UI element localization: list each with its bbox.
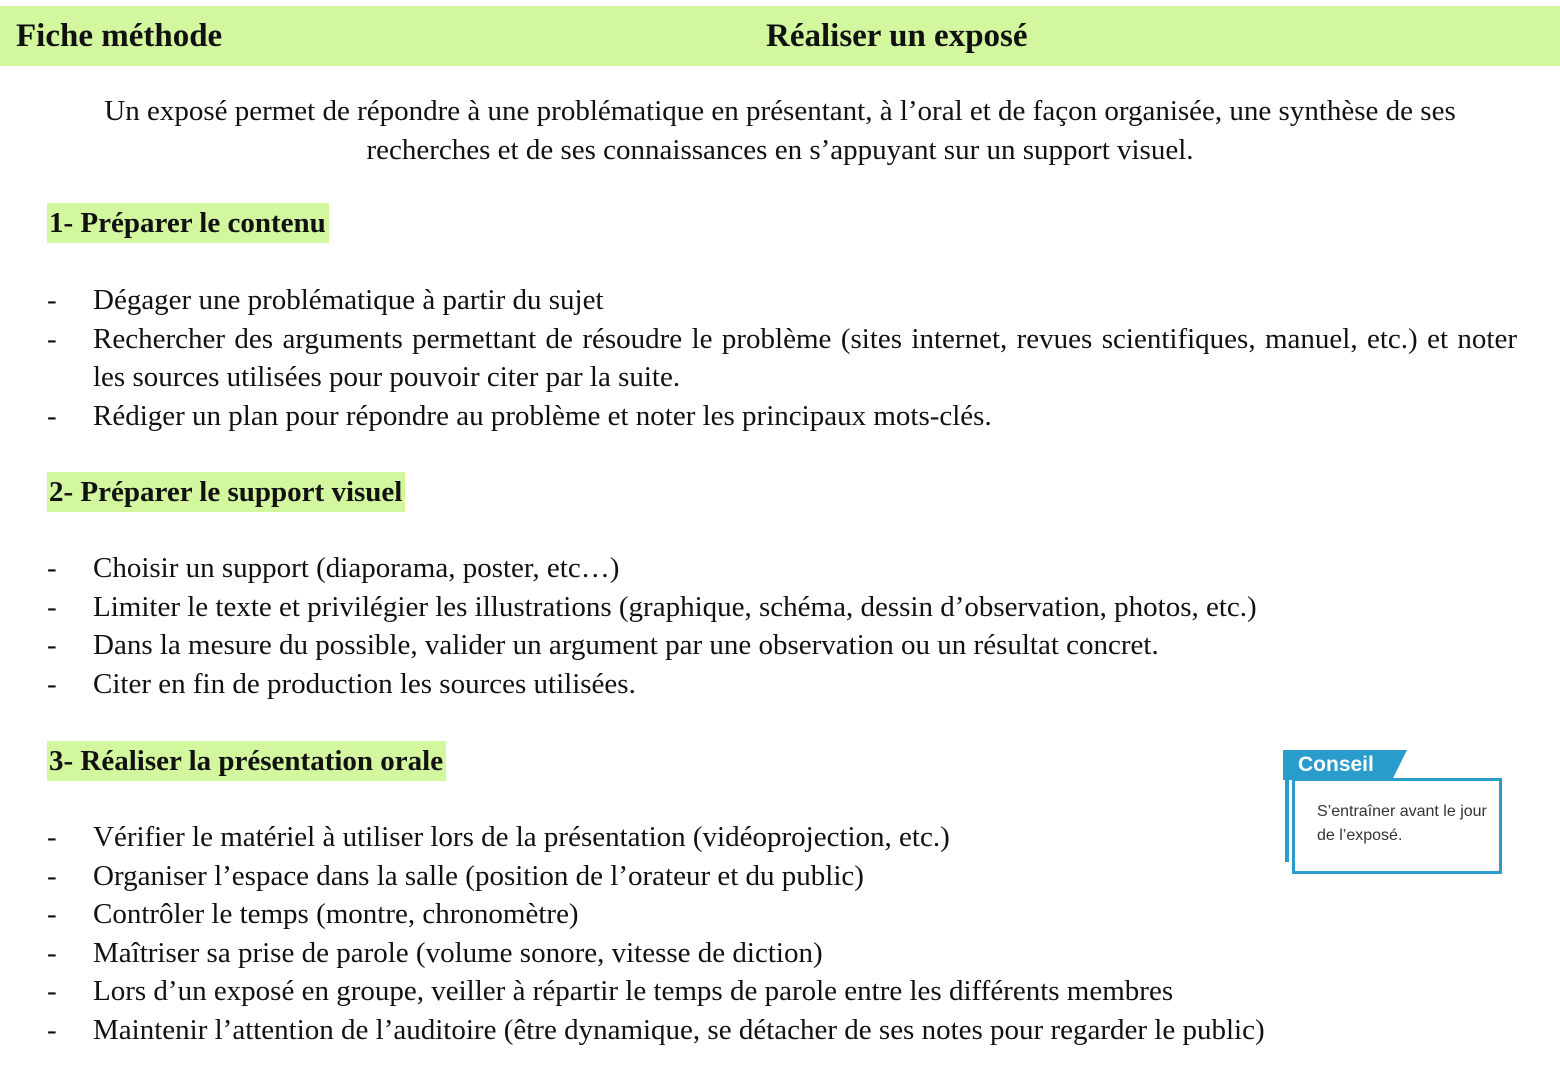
bullet-dash: - [47,552,57,584]
list-item-text: Dans la mesure du possible, valider un argument par une observation ou un résultat concret. [93,629,1159,661]
section-title-preparer-contenu: 1- Préparer le contenu [47,203,329,243]
conseil-callout [1283,750,1501,874]
document-type-label: Fiche méthode [16,18,223,54]
section-list-preparer-support [47,549,1517,703]
header-bar [0,6,1560,66]
list-item [47,320,1517,397]
list-item [47,818,1347,857]
conseil-label: Conseil [1298,753,1374,776]
list-item-text: Organiser l’espace dans la salle (position de l’orateur et du public) [93,859,864,892]
list-item [47,972,1347,1011]
conseil-side-bar [1285,770,1289,862]
page-title: Réaliser un exposé [766,18,1028,54]
bullet-dash: - [47,1013,57,1046]
section-list-presentation-orale [47,818,1347,1049]
list-item [47,626,1517,665]
list-item [47,397,1517,436]
bullet-dash: - [47,667,57,700]
list-item [47,588,1517,627]
list-item-text: Lors d’un exposé en groupe, veiller à répartir le temps de parole entre les différents membres [93,975,1174,1007]
list-item-text: Maîtriser sa prise de parole (volume sonore, vitesse de diction) [93,936,823,969]
section-title-presentation-orale: 3- Réaliser la présentation orale [47,741,446,781]
list-item [47,281,1517,320]
list-item [47,665,1517,704]
section-list-preparer-contenu [47,281,1517,435]
list-item [47,857,1347,896]
list-item-text: Dégager une problématique à partir du sujet [93,284,604,316]
bullet-dash: - [47,821,57,853]
list-item [47,895,1347,934]
bullet-dash: - [47,859,57,892]
list-item [47,934,1347,973]
bullet-dash: - [47,322,57,355]
bullet-dash: - [47,975,57,1007]
bullet-dash: - [47,629,57,661]
bullet-dash: - [47,284,57,316]
conseil-text: S’entraîner avant le jour de l’exposé. [1317,803,1487,844]
list-item-text: Limiter le texte et privilégier les illustrations (graphique, schéma, dessin d’observation, photos, etc.) [93,590,1257,623]
bullet-dash: - [47,399,57,432]
list-item [47,1011,1347,1050]
list-item-text: Vérifier le matériel à utiliser lors de la présentation (vidéoprojection, etc.) [93,821,950,853]
bullet-dash: - [47,898,57,930]
list-item-text: Contrôler le temps (montre, chronomètre) [93,898,579,930]
list-item-text: Rechercher des arguments permettant de résoudre le problème (sites internet, revues scientifiques, manuel, etc.) et noter les sources utilisées pour pouvoir citer par la suite. [93,322,1517,393]
list-item-text: Citer en fin de production les sources utilisées. [93,667,636,700]
bullet-dash: - [47,936,57,969]
list-item-text: Rédiger un plan pour répondre au problème et noter les principaux mots-clés. [93,399,992,432]
list-item-text: Maintenir l’attention de l’auditoire (être dynamique, se détacher de ses notes pour regarder le public) [93,1013,1265,1046]
list-item-text: Choisir un support (diaporama, poster, etc…) [93,552,620,584]
bullet-dash: - [47,590,57,623]
section-title-preparer-support: 2- Préparer le support visuel [47,472,405,512]
intro-paragraph: Un exposé permet de répondre à une problématique en présentant, à l’oral et de façon organisée, une synthèse de ses recherches et de ses connaissances en s’appuyant sur un support visuel. [104,95,1456,166]
list-item [47,549,1517,588]
